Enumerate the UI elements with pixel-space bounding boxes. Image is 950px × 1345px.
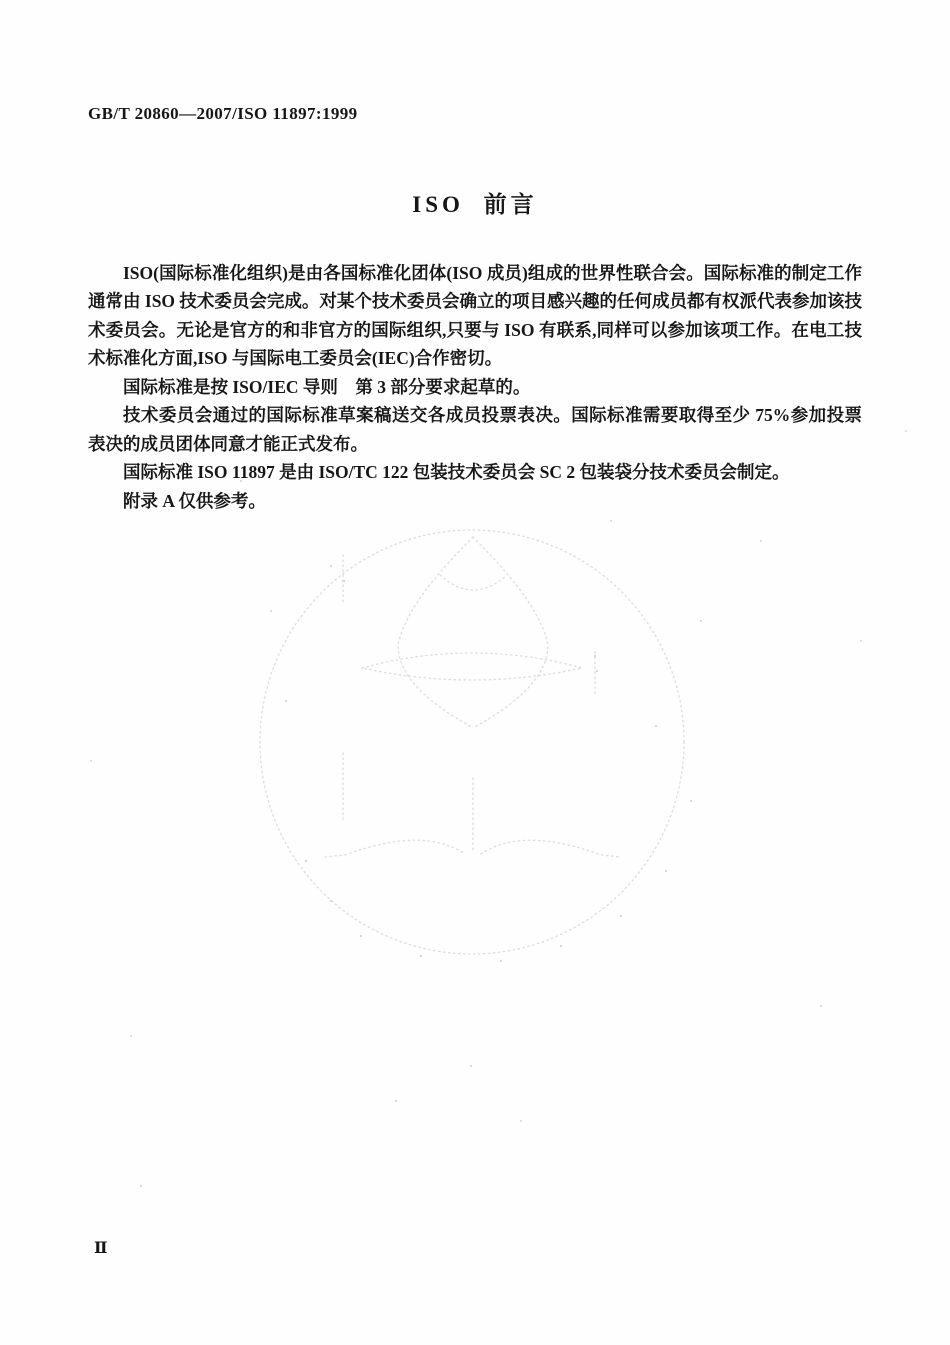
foreword-paragraph-4: 国际标准 ISO 11897 是由 ISO/TC 122 包装技术委员会 SC 2 包装袋分技术委员会制定。 <box>123 462 790 483</box>
foreword-paragraph-5: 附录 A 仅供参考。 <box>123 490 266 511</box>
foreword-paragraph-1: ISO(国际标准化组织)是由各国标准化团体(ISO 成员)组成的世界性联合会。国际标准的制定工作通常由 ISO 技术委员会完成。对某个技术委员会确立的项目感兴趣的任何成员都有权派代表参加该技术委员会。无论是官方的和非官方的国际组织,只要与 ISO 有联系,同样可以参加该项工作。在电工技术标准化方面,ISO 与国际电工委员会(IEC)合作密切。 <box>88 263 862 369</box>
publisher-emblem-watermark <box>245 510 705 970</box>
foreword-body <box>88 259 862 515</box>
foreword-paragraph-2: 国际标准是按 ISO/IEC 导则 第 3 部分要求起草的。 <box>123 376 531 397</box>
standard-number: GB/T 20860—2007/ISO 11897:1999 <box>88 104 358 123</box>
foreword-paragraph-3: 技术委员会通过的国际标准草案稿送交各成员投票表决。国际标准需要取得至少 75%参加投票表决的成员团体同意才能正式发布。 <box>88 405 862 454</box>
page-title: ISO 前言 <box>412 192 538 217</box>
scan-noise <box>0 0 2 2</box>
page-number: Ⅱ <box>94 1240 108 1257</box>
